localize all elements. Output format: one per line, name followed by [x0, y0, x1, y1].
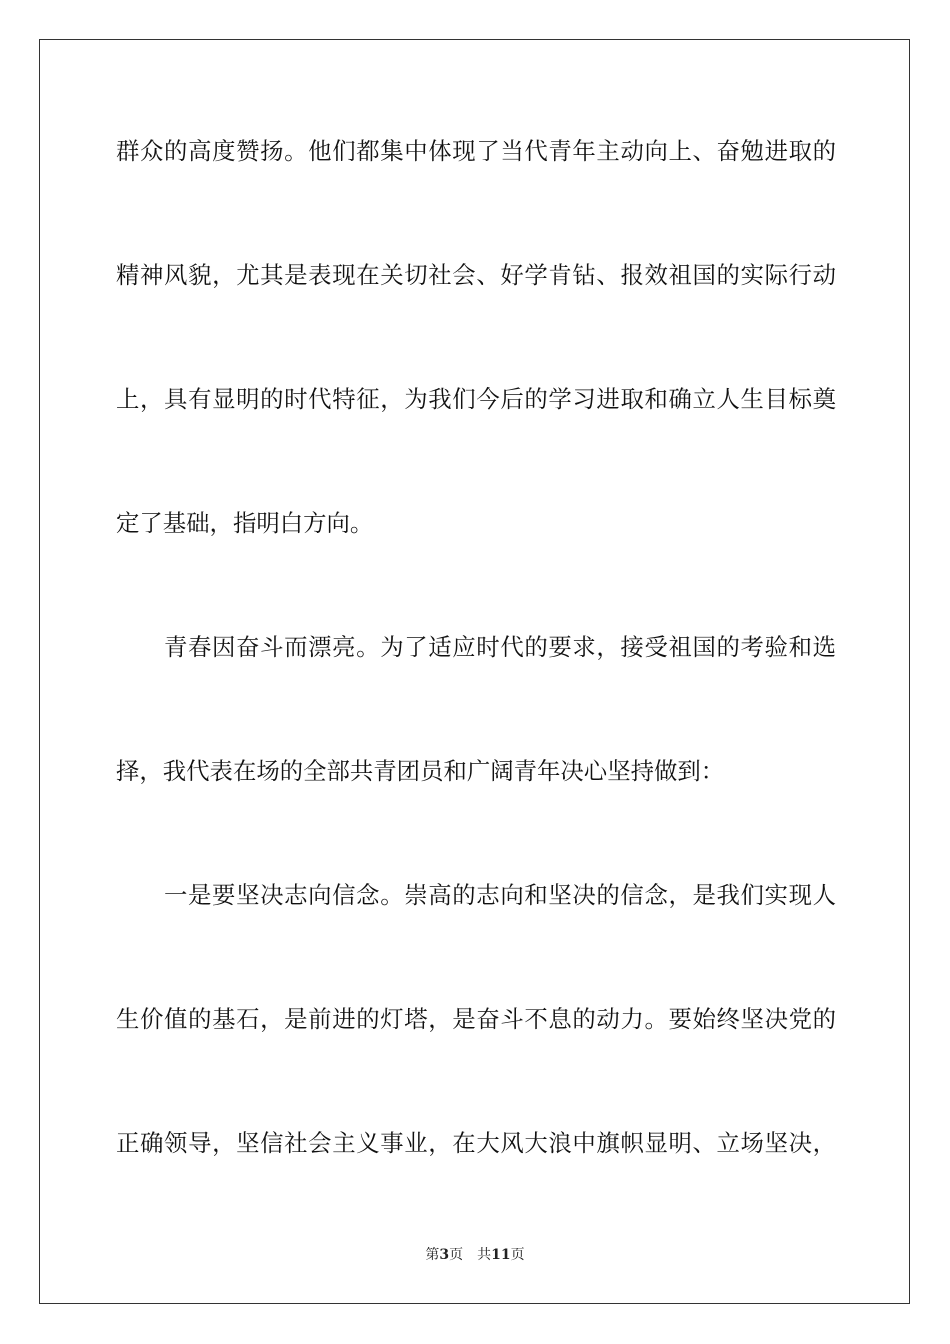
- text-line: 正确领导，坚信社会主义事业，在大风大浪中旗帜显明、立场坚决，: [116, 1129, 836, 1157]
- text-line: 上，具有显明的时代特征，为我们今后的学习进取和确立人生目标奠: [116, 385, 836, 413]
- text-line: 定了基础，指明白方向。: [116, 509, 374, 537]
- text-line: 生价值的基石，是前进的灯塔，是奋斗不息的动力。要始终坚决党的: [116, 1005, 836, 1033]
- paragraph-first-line: 一是要坚决志向信念。崇高的志向和坚决的信念，是我们实现人: [164, 881, 836, 909]
- total-prefix: 共: [477, 1247, 492, 1263]
- text-line: 择，我代表在场的全部共青团员和广阔青年决心坚持做到：: [116, 757, 725, 785]
- paragraph-first-line: 青春因奋斗而漂亮。为了适应时代的要求，接受祖国的考验和选: [164, 633, 836, 661]
- text-line: 精神风貌，尤其是表现在关切社会、好学肯钻、报效祖国的实际行动: [116, 261, 836, 289]
- page-number: 3: [439, 1247, 450, 1263]
- page-suffix: 页: [449, 1247, 464, 1263]
- page-total: 11: [491, 1247, 511, 1263]
- total-suffix: 页: [510, 1247, 525, 1263]
- page-prefix: 第: [425, 1247, 440, 1263]
- page-frame: [39, 39, 910, 1304]
- page-footer: [0, 1245, 950, 1265]
- text-line: 群众的高度赞扬。他们都集中体现了当代青年主动向上、奋勉进取的: [116, 137, 836, 165]
